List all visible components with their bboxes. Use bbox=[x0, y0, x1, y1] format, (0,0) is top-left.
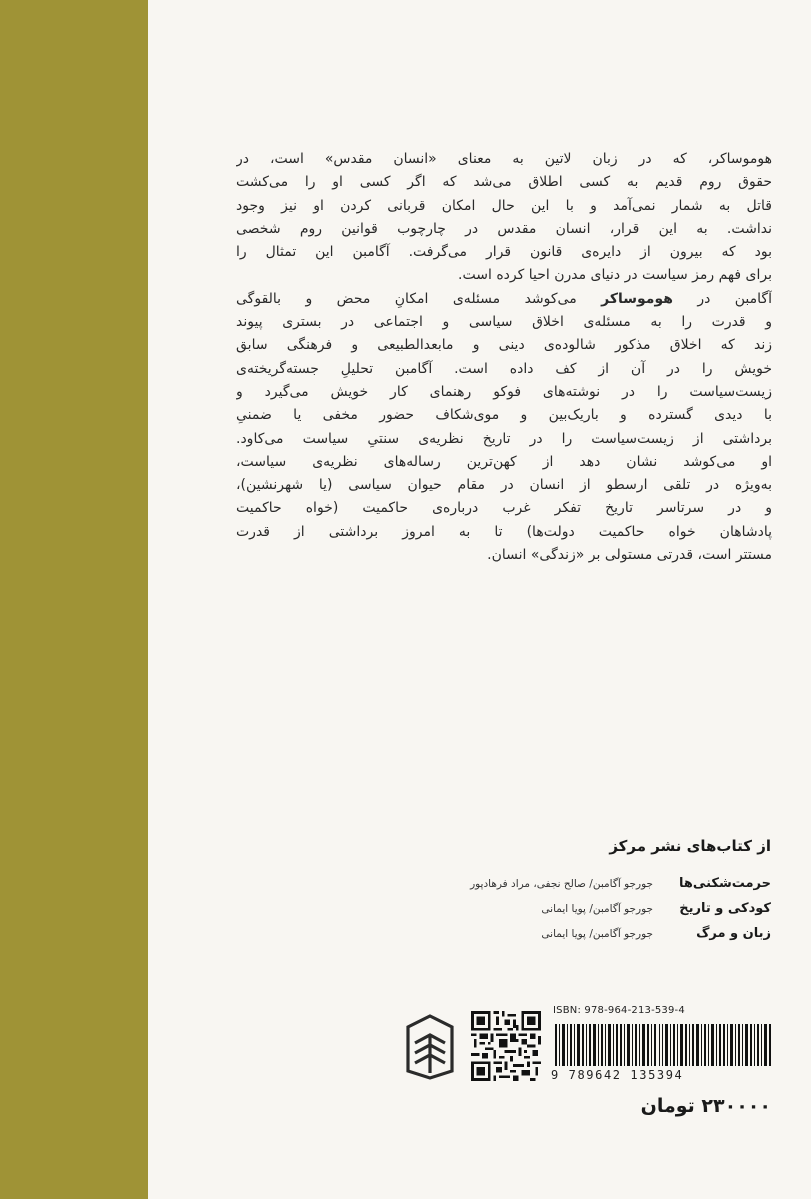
barcode-digits: 9 789642 135394 bbox=[551, 1068, 684, 1082]
blurb-text bbox=[236, 148, 772, 567]
book-list-title: زبان و مرگ bbox=[696, 926, 771, 941]
blurb-line: و قدرت را به مسئله‌ی اخلاق سیاسی و اجتماعی در بستری پیوند bbox=[236, 314, 772, 331]
book-list-title: کودکی و تاریخ bbox=[679, 901, 771, 916]
book-list bbox=[331, 876, 771, 951]
blurb-line: برای فهم رمز سیاست در دنیای مدرن احیا کرده است. bbox=[458, 267, 772, 284]
blurb-line: و در سرتاسر تاریخ تفکر غرب درباره‌ی حاکمیت (خواه حاکمیت bbox=[236, 500, 772, 517]
blurb-line: زیست‌سیاست را در نوشته‌های فوکو رهنمای کار خویش می‌گیرد و bbox=[236, 383, 772, 400]
publisher-logo-icon bbox=[405, 1013, 455, 1081]
blurb-line: نداشت. به این قرار، انسان مقدس در چارچوب قوانین روم شخصی bbox=[236, 220, 772, 237]
price-label: ۲۳۰۰۰۰ تومان bbox=[640, 1095, 771, 1117]
blurb-line: با دیدی گسترده و باریک‌بین و موی‌شکاف حضور مخفی یا ضمنیِ bbox=[236, 407, 772, 424]
barcode-icon bbox=[551, 1024, 773, 1066]
book-spine bbox=[0, 0, 148, 1199]
book-list-item bbox=[331, 876, 771, 901]
book-list-authors: جورجو آگامبن/ پویا ایمانی bbox=[541, 928, 653, 940]
book-title-bold: هوموساکر bbox=[601, 290, 673, 307]
qr-code-icon bbox=[471, 1011, 541, 1081]
book-list-item bbox=[331, 926, 771, 951]
blurb-text-span: می‌کوشد مسئله‌ی امکانِ محض و بالقوگی bbox=[236, 290, 602, 307]
book-list-title: حرمت‌شکنی‌ها bbox=[679, 876, 771, 891]
blurb-text-span: آگامبن در bbox=[672, 290, 772, 307]
blurb-line: حقوق روم قدیم به کسی اطلاق می‌شد که اگر کسی او را می‌کشت bbox=[236, 174, 772, 191]
series-title: از کتاب‌های نشر مرکز bbox=[609, 837, 771, 855]
blurb-line: مستتر است، قدرتی مستولی بر «زندگی» انسان. bbox=[487, 547, 772, 564]
blurb-line: هوموساکر، که در زبان لاتین به معنای «انسان مقدس» است، در bbox=[236, 151, 772, 167]
book-list-item bbox=[331, 901, 771, 926]
blurb-line: زند که اخلاق مذکور شالوده‌ی دینی و مابعدالطبیعی و فرهنگی سابق bbox=[236, 337, 772, 354]
blurb-line: پادشاهان خواه حاکمیت دولت‌ها) تا به امروز برداشتی از قدرت bbox=[236, 523, 772, 540]
blurb-line: به‌ویژه در تلقی ارسطو از انسان در مقام حیوان سیاسی (یا شهرنشین)، bbox=[236, 477, 772, 494]
blurb-line: قاتل به شمار نمی‌آمد و با این حال امکان قربانی کردن او نیز وجود bbox=[236, 197, 772, 214]
blurb-line bbox=[236, 288, 772, 311]
book-list-authors: جورجو آگامبن/ پویا ایمانی bbox=[541, 903, 653, 915]
blurb-line: برداشتی از زیست‌سیاست را در تاریخ نظریه‌ی سنتیِ سیاست می‌کاود. bbox=[236, 430, 772, 447]
isbn-label: ISBN: 978-964-213-539-4 bbox=[553, 1005, 685, 1016]
blurb-line: بود که بیرون از دایره‌ی قانون قرار می‌گرفت. آگامبن این تمثال را bbox=[236, 244, 772, 261]
book-list-authors: جورجو آگامبن/ صالح نجفی، مراد فرهادپور bbox=[470, 878, 653, 890]
blurb-line: او می‌کوشد نشان دهد از کهن‌ترین رساله‌های نظریه‌ی سیاست، bbox=[236, 453, 772, 470]
blurb-line: خویش را در آن از کف داده است. آگامبن تحلیلِ جسته‌گریخته‌ی bbox=[236, 360, 772, 377]
